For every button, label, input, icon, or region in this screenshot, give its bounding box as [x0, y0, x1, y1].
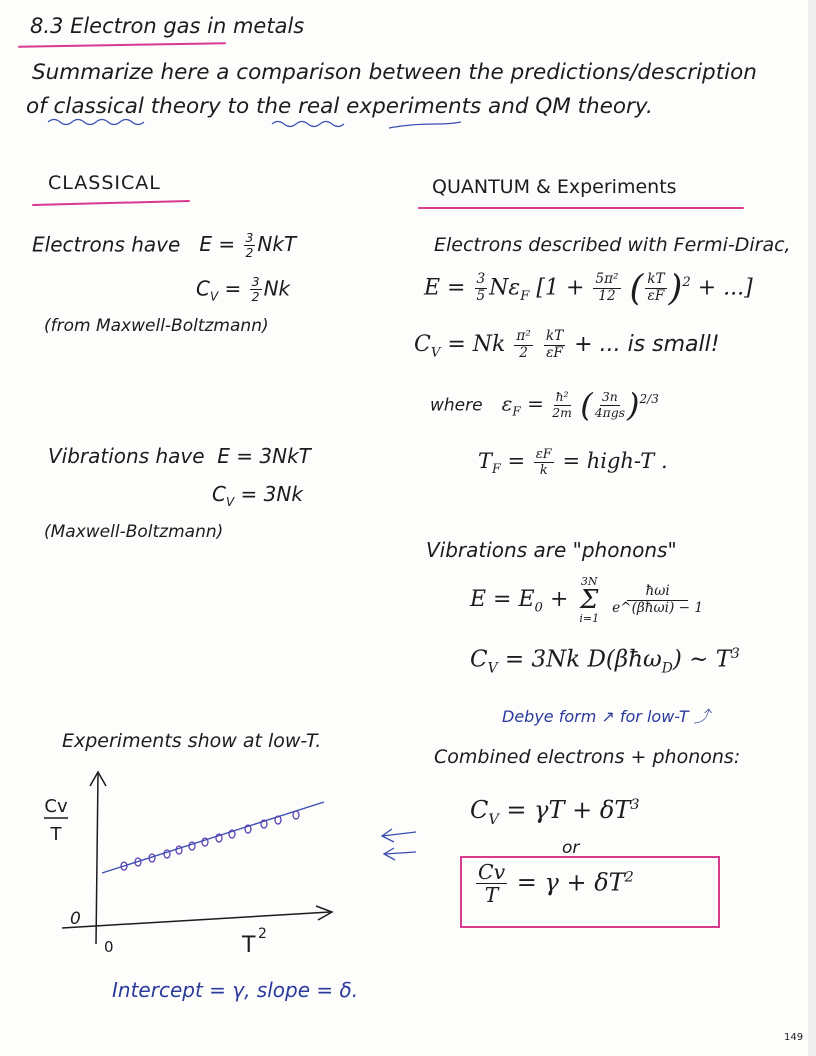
svg-text:2: 2 — [258, 926, 267, 942]
classical-vibrations-line: Vibrations have E = 3NkT — [48, 444, 311, 468]
phonon-cv-eq: $C_V = 3Nk$ D(βħω$_D$) ~ $T^3$ — [470, 646, 740, 677]
quantum-cv-eq: $C_V = Nk$ $\frac{\text{π²}}{2}$ $\frac{kT}{\varepsilon F}$ + ... is small! — [414, 328, 720, 361]
phonon-energy-eq: $E = E_0$ + 3N Σ i=1 $\frac{\text{ħωi}}{\text{e\textasciicircum{}(βħωi) − 1}}$ — [470, 575, 704, 625]
section-title: 8.3 Electron gas in metals — [30, 14, 305, 38]
page-edge — [808, 0, 816, 1056]
phonons-label: Vibrations are "phonons" — [426, 538, 677, 562]
svg-text:T: T — [50, 824, 62, 845]
classical-heading: CLASSICAL — [48, 172, 161, 194]
data-points — [121, 811, 299, 870]
title-underline — [18, 42, 226, 48]
underline-classical-theory — [46, 116, 146, 128]
quantum-underline — [418, 207, 744, 209]
fermi-temp-eq: $T_F$ = $\frac{\varepsilon F}{k}$ = high-T . — [478, 447, 668, 479]
classical-vibrations-note: (Maxwell-Boltzmann) — [44, 522, 224, 542]
experiment-caption: Experiments show at low-T. — [62, 730, 322, 752]
classical-electrons-label: Electrons have — [32, 232, 181, 257]
boxed-eq: $\frac{Cv}{T}$ = $\gamma + \delta T^2$ — [478, 860, 634, 908]
quantum-energy-eq: E = $\frac{3}{5}$ $N\varepsilon_F$ [1 + $\frac{\text{5π²}}{12}$ ( $\frac{kT}{\varepsilon F}$ )$^2$ + ...] — [424, 268, 753, 309]
or-label: or — [562, 838, 580, 858]
svg-text:T: T — [242, 933, 256, 958]
intercept-slope-note: Intercept = γ, slope = δ. — [112, 978, 359, 1002]
experiment-sketch-chart — [20, 760, 420, 960]
classical-underline — [32, 200, 190, 206]
debye-annotation: Debye form ↗ for low-T ⤴ — [502, 707, 710, 726]
fermi-energy-eq: where $\varepsilon_F$ = $\frac{\text{ħ²}}{2m}$ ( $\frac{3n}{\text{4πgs}}$ )$^{2/3}$ — [430, 386, 659, 424]
combined-eq: $C_V = \gamma T + \delta T^3$ — [470, 796, 640, 828]
quantum-electrons-label: Electrons described with Fermi-Dirac, — [434, 234, 791, 256]
svg-text:0: 0 — [104, 938, 114, 956]
intro-line-2: of classical theory to the real experiments and QM theory. — [26, 94, 653, 119]
underline-experiments — [270, 118, 350, 130]
classical-electrons-line — [32, 232, 296, 260]
page-number: 149 — [784, 1032, 804, 1043]
classical-vibrations-cv: $C_V = 3Nk$ — [212, 482, 303, 509]
classical-electrons-E: E = $\frac{3}{2}$ NkT — [199, 230, 297, 261]
svg-text:0: 0 — [70, 909, 81, 929]
classical-vibrations-E: E = 3NkT — [217, 444, 311, 468]
classical-electrons-note: (from Maxwell-Boltzmann) — [44, 316, 269, 336]
underline-qm-theory — [387, 120, 467, 132]
intro-line-1: Summarize here a comparison between the predictions/description — [32, 60, 757, 85]
classical-electrons-cv: $C_V$ = $\frac{3}{2}$ Nk — [196, 274, 291, 305]
combined-label: Combined electrons + phonons: — [434, 746, 741, 768]
svg-text:Cv: Cv — [44, 796, 68, 817]
quantum-heading: QUANTUM & Experiments — [432, 176, 677, 198]
